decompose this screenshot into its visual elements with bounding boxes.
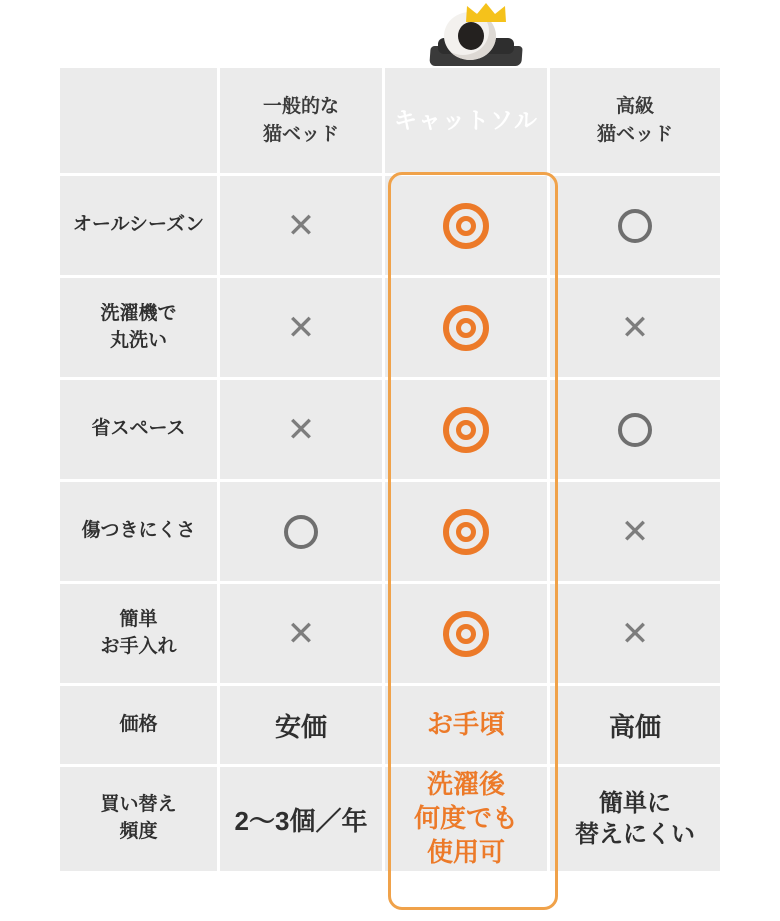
- row-label-easy-care: [60, 584, 220, 686]
- row-label-line1: 簡単: [119, 608, 158, 630]
- crown-icon: [464, 2, 508, 24]
- cell-premium-easy-care: [550, 584, 720, 686]
- table-row: [60, 686, 720, 767]
- header-generic-bed: [220, 68, 385, 176]
- circle-icon: [618, 209, 652, 243]
- cell-product-space-saving: [385, 380, 550, 482]
- row-label-price: [60, 686, 220, 767]
- header-premium-line2: 猫ベッド: [596, 123, 673, 145]
- cell-product-scratch-resistance: [385, 482, 550, 584]
- header-generic-line2: 猫ベッド: [262, 123, 339, 145]
- row-label-space-saving: [60, 380, 220, 482]
- circle-icon: [284, 515, 318, 549]
- row-label-machine-wash: [60, 278, 220, 380]
- cell-generic-replacement-frequency: 2〜3個／年: [220, 767, 385, 871]
- cell-product-easy-care: [385, 584, 550, 686]
- x-icon: ✕: [620, 614, 650, 653]
- product-freq-line1: 洗濯後: [426, 769, 505, 800]
- header-premium-bed: [550, 68, 720, 176]
- row-label-line1: オールシーズン: [72, 214, 205, 236]
- table-row: [60, 380, 720, 482]
- cell-product-all-season: [385, 176, 550, 278]
- product-freq-line3: 使用可: [426, 836, 505, 867]
- cell-premium-all-season: [550, 176, 720, 278]
- table-row: [60, 767, 720, 871]
- row-label-line1: 価格: [119, 713, 158, 735]
- cell-generic-space-saving: [220, 380, 385, 482]
- x-icon: ✕: [286, 410, 316, 449]
- row-label-line2: 頻度: [119, 821, 158, 842]
- x-icon: ✕: [286, 308, 316, 347]
- header-product-label: キャットソル: [394, 106, 538, 133]
- cell-premium-price: 高価: [550, 686, 720, 767]
- row-label-line1: 省スペース: [91, 418, 186, 440]
- header-blank-cell: [60, 68, 220, 176]
- table-header-row: [60, 68, 720, 176]
- cell-product-price: お手頃: [385, 686, 550, 767]
- row-label-line1: 買い替え: [100, 794, 177, 816]
- x-icon: ✕: [286, 206, 316, 245]
- premium-freq-line2: 替えにくい: [575, 821, 695, 848]
- header-product: [385, 68, 550, 176]
- double-circle-icon: [443, 305, 489, 351]
- circle-icon: [618, 413, 652, 447]
- cell-generic-easy-care: [220, 584, 385, 686]
- x-icon: ✕: [286, 614, 316, 653]
- double-circle-icon: [443, 203, 489, 249]
- cell-premium-replacement-frequency: [550, 767, 720, 871]
- product-freq-line2: 何度でも: [413, 803, 518, 834]
- row-label-line2: お手入れ: [100, 635, 177, 657]
- cell-product-machine-wash: [385, 278, 550, 380]
- cell-generic-scratch-resistance: [220, 482, 385, 584]
- table-row: [60, 176, 720, 278]
- comparison-table: [60, 68, 720, 871]
- cell-generic-machine-wash: [220, 278, 385, 380]
- double-circle-icon: [443, 407, 489, 453]
- header-generic-line1: 一般的な: [262, 95, 339, 117]
- cell-premium-scratch-resistance: [550, 482, 720, 584]
- cell-generic-all-season: [220, 176, 385, 278]
- double-circle-icon: [443, 509, 489, 555]
- row-label-scratch-resistance: [60, 482, 220, 584]
- cell-product-replacement-frequency: [385, 767, 550, 871]
- bed-entrance-hole: [458, 22, 484, 50]
- cat-bed-with-crown-icon: [420, 0, 530, 80]
- premium-freq-line1: 簡単に: [599, 789, 671, 817]
- table-row: [60, 278, 720, 380]
- double-circle-icon: [443, 611, 489, 657]
- row-label-all-season: [60, 176, 220, 278]
- row-label-replacement-frequency: [60, 767, 220, 871]
- cell-premium-machine-wash: [550, 278, 720, 380]
- row-label-line2: 丸洗い: [109, 329, 167, 351]
- row-label-line1: 傷つきにくさ: [81, 520, 196, 542]
- cell-generic-price: 安価: [220, 686, 385, 767]
- cell-premium-space-saving: [550, 380, 720, 482]
- row-label-line1: 洗濯機で: [100, 302, 177, 324]
- header-premium-line1: 高級: [615, 95, 654, 117]
- x-icon: ✕: [620, 308, 650, 347]
- table-row: [60, 482, 720, 584]
- x-icon: ✕: [620, 512, 650, 551]
- table-row: [60, 584, 720, 686]
